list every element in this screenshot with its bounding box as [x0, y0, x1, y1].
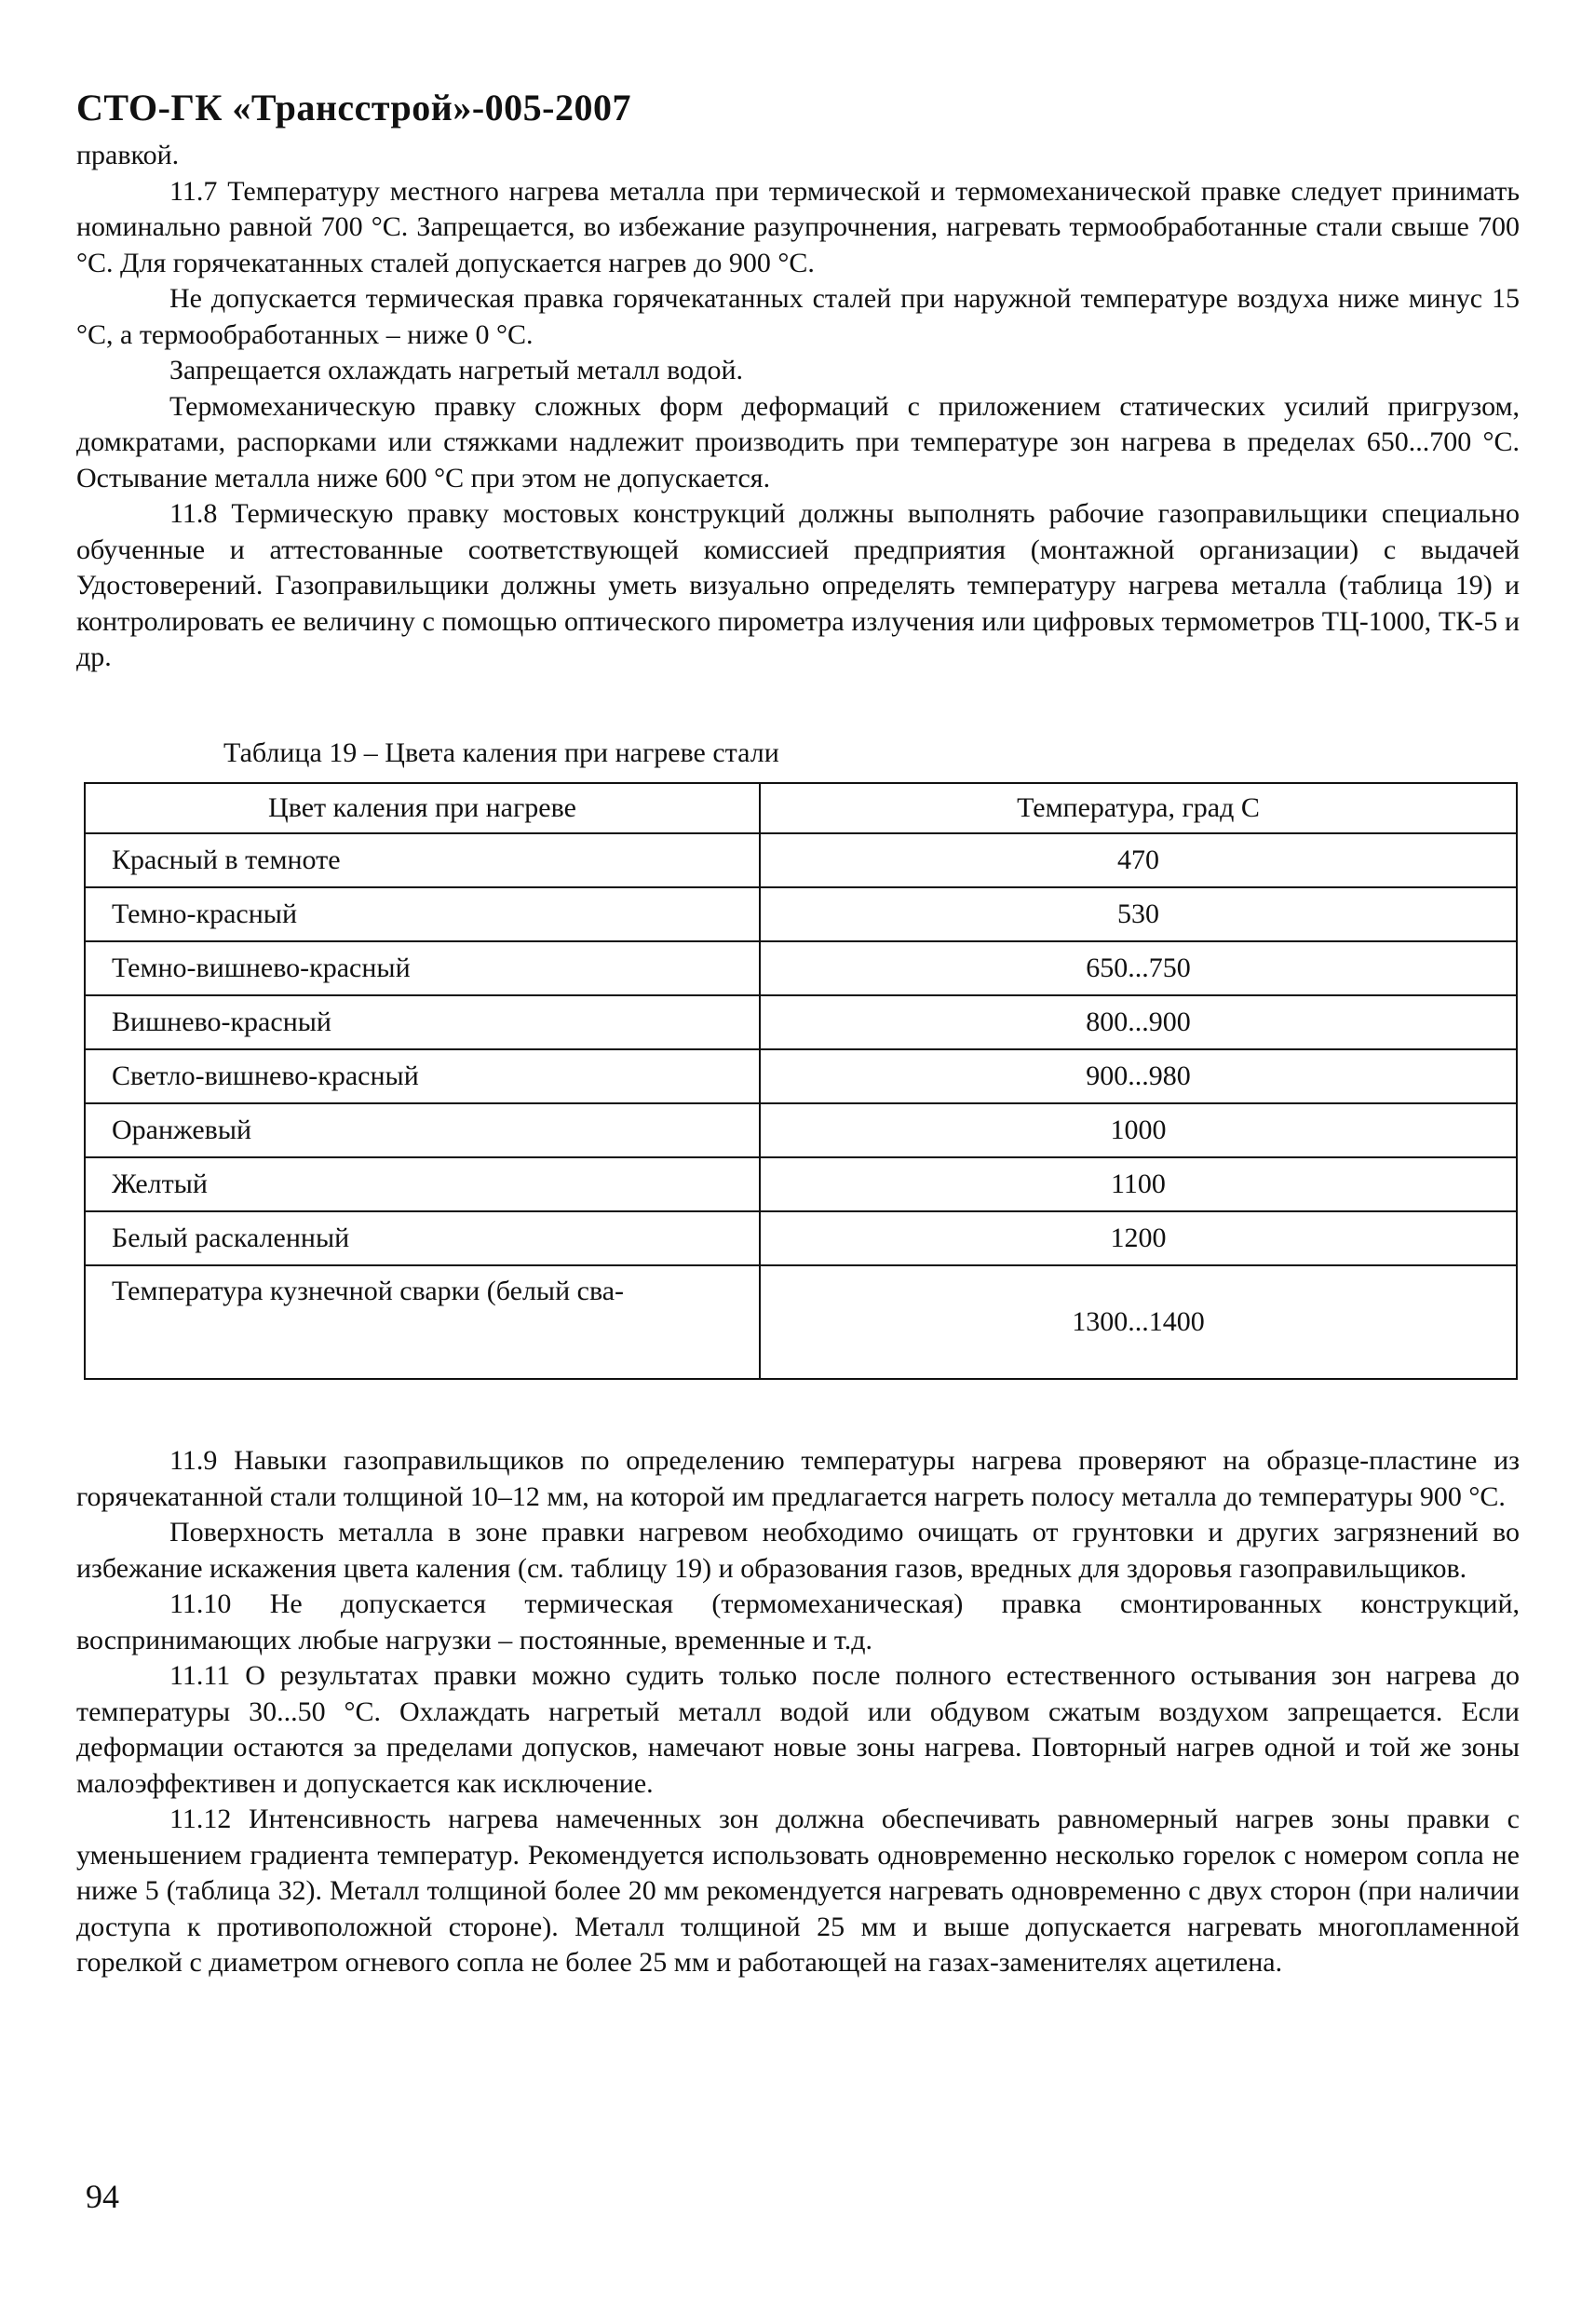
color-cell: Вишнево-красный: [85, 995, 760, 1049]
color-cell: Температура кузнечной сварки (белый сва-: [85, 1265, 760, 1379]
color-cell: Светло-вишнево-красный: [85, 1049, 760, 1103]
temperature-cell: 470: [760, 833, 1517, 887]
table-header-row: [85, 783, 1517, 833]
color-cell: Темно-вишнево-красный: [85, 941, 760, 995]
color-cell: Оранжевый: [85, 1103, 760, 1157]
table-row: [85, 833, 1517, 887]
document-header: СТО-ГК «Трансстрой»-005-2007: [76, 87, 631, 128]
table-row: [85, 887, 1517, 941]
color-cell: Темно-красный: [85, 887, 760, 941]
temperature-cell: 650...750: [760, 941, 1517, 995]
paragraph: 11.11 О результатах правки можно судить только после полного естественного остывания зон нагрева до температуры 30...50 °С. Охлаждать нагретый металл водой или обдувом сжатым воздухом запрещается. Если деформации остаются за пределами допусков, намечают новые зоны нагрева. Повторный нагрев одной и той же зоны малоэффективен и допускается как исключение.: [76, 1660, 1520, 1799]
table-row: [85, 1103, 1517, 1157]
paragraph: правкой.: [76, 140, 180, 170]
paragraph: 11.12 Интенсивность нагрева намеченных зон должна обеспечивать равномерный нагрев зоны правки с уменьшением градиента температур. Рекомендуется использовать одновременно несколько горелок с номером сопла не ниже 5 (таблица 32). Металл толщиной более 20 мм рекомендуется нагревать одновременно с двух сторон (при наличии доступа к противоположной стороне). Металл толщиной 25 мм и выше допускается нагревать многопламенной горелкой с диаметром огневого сопла не более 25 мм и работающей на газах-заменителях ацетилена.: [76, 1804, 1520, 1978]
body-text-bottom: [76, 1443, 1520, 1981]
heat-color-table: [84, 782, 1518, 1380]
column-header: Температура, град С: [760, 783, 1517, 833]
paragraph: 11.8 Термическую правку мостовых конструкций должны выполнять рабочие газоправильщики специально обученные и аттестованные соответствующей комиссией предприятия (монтажной организации) с выдачей Удостоверений. Газоправильщики должны уметь визуально определять температуру нагрева металла (таблица 19) и контролировать ее величину с помощью оптического пирометра излучения или цифровых термометров ТЦ-1000, ТК-5 и др.: [76, 498, 1520, 672]
temperature-cell: 1100: [760, 1157, 1517, 1211]
temperature-cell: 1300...1400: [760, 1265, 1517, 1379]
paragraph: Запрещается охлаждать нагретый металл водой.: [169, 355, 744, 385]
table-row: [85, 1265, 1517, 1379]
table-caption: Таблица 19 – Цвета каления при нагреве стали: [223, 737, 779, 768]
paragraph: Термомеханическую правку сложных форм деформаций с приложением статических усилий пригрузом, домкратами, распорками или стяжками надлежит производить при температуре зон нагрева в пределах 650...700 °С. Остывание металла ниже 600 °С при этом не допускается.: [76, 390, 1520, 493]
paragraph: 11.10 Не допускается термическая (термомеханическая) правка смонтированных конструкций, воспринимающих любые нагрузки – постоянные, временные и т.д.: [76, 1588, 1520, 1655]
body-text-top: [76, 138, 1520, 676]
color-cell: Белый раскаленный: [85, 1211, 760, 1265]
column-header: Цвет каления при нагреве: [85, 783, 760, 833]
paragraph: 11.7 Температуру местного нагрева металла при термической и термомеханической правке следует принимать номинально равной 700 °С. Запрещается, во избежание разупрочнения, нагревать термообработанные стали свыше 700 °С. Для горячекатанных сталей допускается нагрев до 900 °С.: [76, 175, 1520, 278]
color-cell: Желтый: [85, 1157, 760, 1211]
temperature-cell: 1000: [760, 1103, 1517, 1157]
table-row: [85, 1157, 1517, 1211]
paragraph: Не допускается термическая правка горячекатанных сталей при наружной температуре воздуха ниже минус 15 °С, а термообработанных – ниже 0 °С.: [76, 283, 1520, 350]
temperature-cell: 530: [760, 887, 1517, 941]
temperature-cell: 900...980: [760, 1049, 1517, 1103]
temperature-cell: 800...900: [760, 995, 1517, 1049]
paragraph: Поверхность металла в зоне правки нагревом необходимо очищать от грунтовки и других загрязнений во избежание искажения цвета каления (см. таблицу 19) и образования газов, вредных для здоровья газоправильщиков.: [76, 1517, 1520, 1584]
page-number: 94: [86, 2178, 119, 2215]
table-row: [85, 1049, 1517, 1103]
table-row: [85, 941, 1517, 995]
table-row: [85, 1211, 1517, 1265]
table-row: [85, 995, 1517, 1049]
color-cell: Красный в темноте: [85, 833, 760, 887]
paragraph: 11.9 Навыки газоправильщиков по определению температуры нагрева проверяют на образце-пластине из горячекатанной стали толщиной 10–12 мм, на которой им предлагается нагреть полосу металла до температуры 900 °С.: [76, 1445, 1520, 1512]
temperature-cell: 1200: [760, 1211, 1517, 1265]
